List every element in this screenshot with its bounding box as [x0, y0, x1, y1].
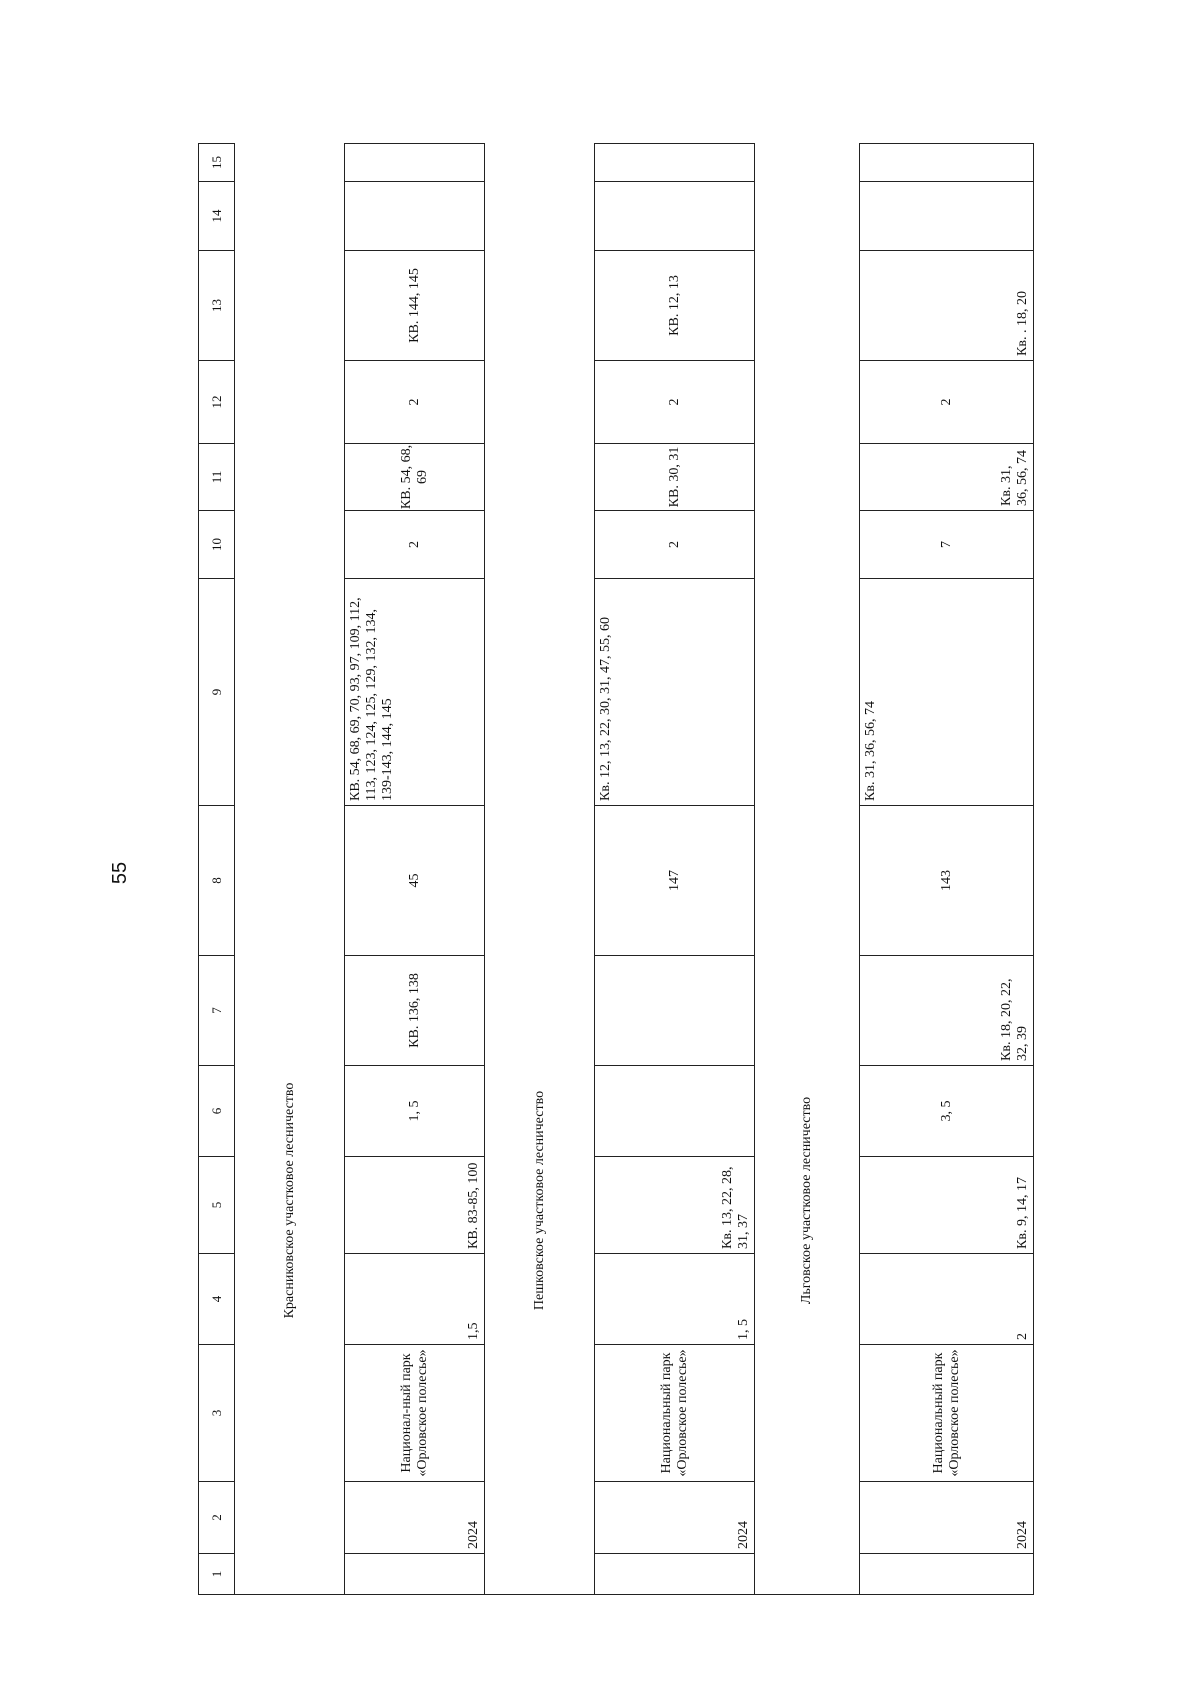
col10-cell: 2	[344, 511, 484, 579]
col13-cell: КВ. 12, 13	[594, 251, 754, 361]
forestry-table	[198, 143, 1034, 1595]
col5-cell: КВ. 83-85, 100	[344, 1157, 484, 1254]
header-cell-12: 12	[198, 361, 234, 444]
year-cell: 2024	[859, 1482, 1034, 1554]
section-title-cell	[754, 806, 859, 1595]
col15-cell	[594, 143, 754, 182]
col4-cell: 1, 5	[594, 1254, 754, 1345]
park-cell: Национальный парк «Орловское полесье»	[594, 1345, 754, 1482]
col11-cell: Кв. 31, 36, 56, 74	[859, 444, 1034, 511]
header-cell-9: 9	[198, 579, 234, 806]
col7-cell: КВ. 136, 138	[344, 956, 484, 1066]
section-title: Красниковское участковое лесничество	[281, 1082, 297, 1319]
col12-cell: 2	[594, 361, 754, 444]
section-title: Льговское участковое лесничество	[799, 1096, 814, 1305]
header-cell-15: 15	[198, 143, 234, 182]
col4-cell: 1,5	[344, 1254, 484, 1345]
col7-cell	[594, 956, 754, 1066]
header-cell-1: 1	[198, 1554, 234, 1595]
data-row	[344, 143, 484, 1595]
header-cell-14: 14	[198, 182, 234, 251]
col14-cell	[344, 182, 484, 251]
row-number-cell	[859, 1554, 1034, 1595]
col10-cell: 7	[859, 511, 1034, 579]
section-title-row	[754, 143, 859, 1595]
forestry-table-wrapper	[198, 143, 1034, 1595]
header-cell-7: 7	[198, 956, 234, 1066]
col6-cell	[594, 1066, 754, 1157]
col11-cell: КВ. 54, 68, 69	[344, 444, 484, 511]
col10-cell: 2	[594, 511, 754, 579]
header-cell-10: 10	[198, 511, 234, 579]
col9-cell: Кв. 12, 13, 22, 30, 31, 47, 55, 60	[594, 579, 754, 806]
header-cell-6: 6	[198, 1066, 234, 1157]
row-number-cell	[344, 1554, 484, 1595]
col4-cell: 2	[859, 1254, 1034, 1345]
col12-cell: 2	[859, 361, 1034, 444]
header-cell-5: 5	[198, 1157, 234, 1254]
col12-cell: 2	[344, 361, 484, 444]
col15-cell	[859, 143, 1034, 182]
section-title-cell	[234, 806, 344, 1595]
section-title-row	[234, 143, 344, 1595]
section-title-row	[484, 143, 594, 1595]
col9-cell: Кв. 31, 36, 56, 74	[859, 579, 1034, 806]
park-cell: Национальный парк «Орловское полесье»	[859, 1345, 1034, 1482]
row-number-cell	[594, 1554, 754, 1595]
header-row	[198, 143, 234, 1595]
page-number: 55	[109, 861, 131, 885]
col9-cell: КВ. 54, 68, 69, 70, 93, 97, 109, 112, 113, 123, 124, 125, 129, 132, 134, 139-143, 144, 145	[344, 579, 484, 806]
col8-cell: 45	[344, 806, 484, 956]
park-cell: Национал-ный парк «Орловское полесье»	[344, 1345, 484, 1482]
col6-cell: 3, 5	[859, 1066, 1034, 1157]
header-cell-3: 3	[198, 1345, 234, 1482]
col13-cell: КВ. 144, 145	[344, 251, 484, 361]
col6-cell: 1, 5	[344, 1066, 484, 1157]
header-cell-11: 11	[198, 444, 234, 511]
col5-cell: Кв. 9, 14, 17	[859, 1157, 1034, 1254]
col8-cell: 147	[594, 806, 754, 956]
year-cell: 2024	[344, 1482, 484, 1554]
col7-cell: Кв. 18, 20, 22, 32, 39	[859, 956, 1034, 1066]
header-cell-2: 2	[198, 1482, 234, 1554]
section-title-cell	[484, 806, 594, 1595]
section-title: Пешковское участковое лесничество	[531, 1090, 547, 1311]
col11-cell: КВ. 30, 31	[594, 444, 754, 511]
col14-cell	[859, 182, 1034, 251]
col15-cell	[344, 143, 484, 182]
data-row	[594, 143, 754, 1595]
header-cell-13: 13	[198, 251, 234, 361]
header-cell-4: 4	[198, 1254, 234, 1345]
col5-cell: Кв. 13, 22, 28, 31, 37	[594, 1157, 754, 1254]
col14-cell	[594, 182, 754, 251]
year-cell: 2024	[594, 1482, 754, 1554]
data-row	[859, 143, 1034, 1595]
header-cell-8: 8	[198, 806, 234, 956]
col13-cell: Кв. . 18, 20	[859, 251, 1034, 361]
col8-cell: 143	[859, 806, 1034, 956]
